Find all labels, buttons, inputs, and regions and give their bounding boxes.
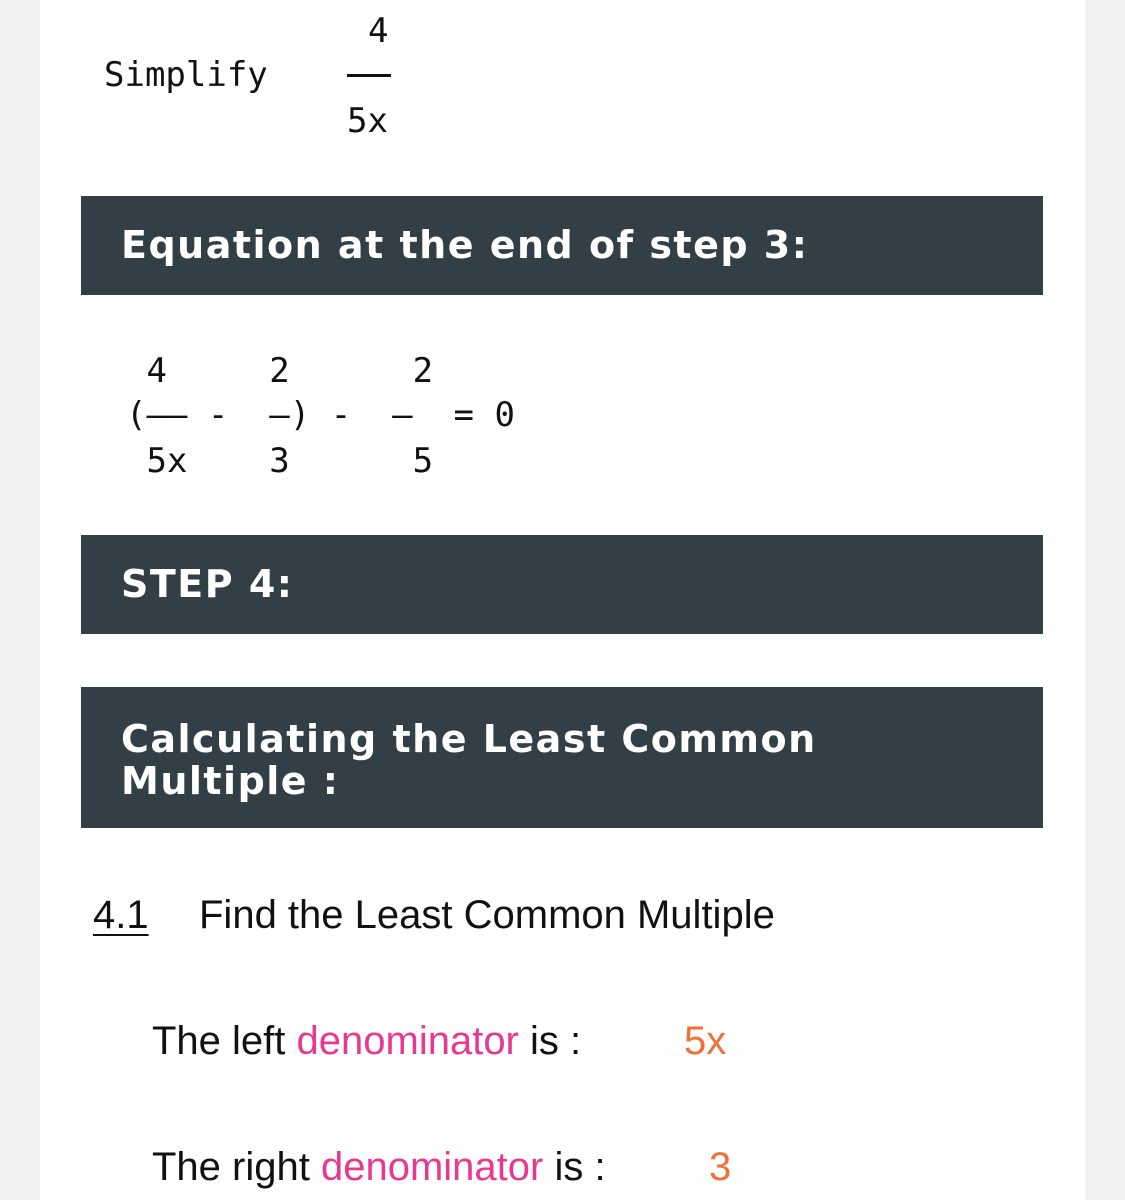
equation-row-denominators: 5x 3 5 — [126, 441, 434, 481]
lcm-header — [81, 687, 1043, 828]
right-denominator-value: 3 — [709, 1145, 732, 1189]
simplify-denominator: 5x — [347, 101, 388, 141]
lcm-header-line2: Multiple : — [121, 759, 340, 803]
equation-step3-header — [81, 196, 1043, 295]
right-denominator-prefix: The right — [152, 1145, 321, 1189]
step4-header-text: STEP 4: — [121, 562, 294, 606]
left-denominator-keyword: denominator — [296, 1019, 519, 1063]
equation-row-numerators: 4 2 2 — [126, 351, 434, 391]
step-item-title: Find the Least Common Multiple — [199, 893, 775, 937]
simplify-numerator: 4 — [368, 11, 389, 51]
simplify-label: Simplify — [104, 55, 268, 95]
left-denominator-prefix: The left — [152, 1019, 297, 1063]
lcm-header-line1: Calculating the Least Common — [121, 717, 817, 761]
right-denominator-suffix: is : — [543, 1145, 606, 1189]
equation-step3-header-text: Equation at the end of step 3: — [121, 223, 809, 267]
step-item-number: 4.1 — [93, 893, 149, 937]
left-denominator-value: 5x — [684, 1019, 727, 1063]
content-page — [40, 0, 1085, 1200]
left-denominator-suffix: is : — [518, 1019, 582, 1063]
simplify-fraction-bar — [347, 74, 391, 77]
equation-row-operators: (—— - —) - — = 0 — [126, 395, 515, 435]
right-denominator-line — [152, 1145, 606, 1190]
left-denominator-line — [152, 1019, 581, 1064]
step4-header — [81, 535, 1043, 634]
right-denominator-keyword: denominator — [320, 1145, 544, 1189]
